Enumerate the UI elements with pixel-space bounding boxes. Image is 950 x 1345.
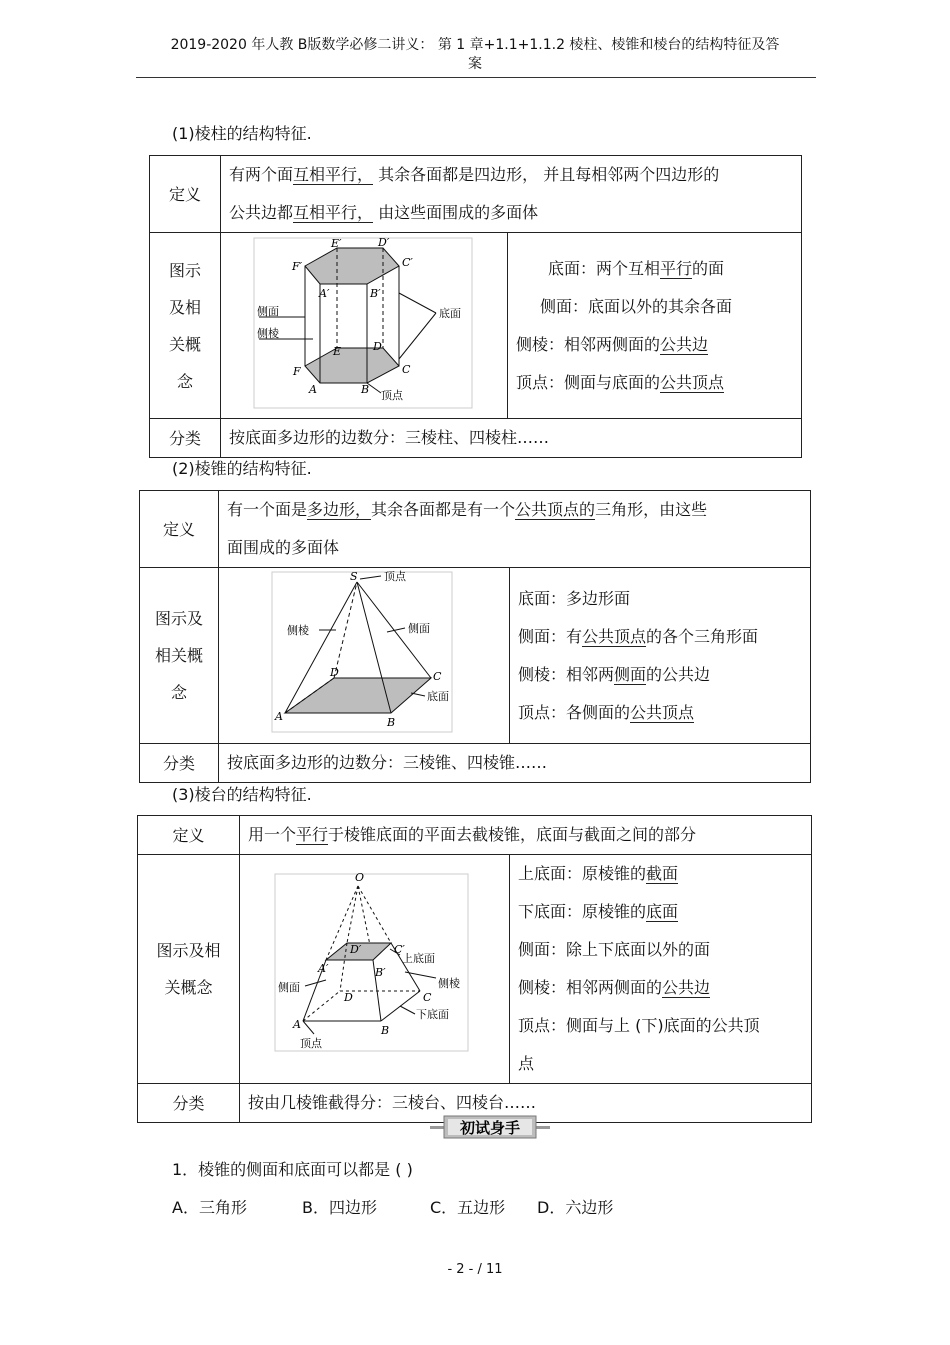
pyramid-label-vertex: 顶点 — [384, 570, 406, 583]
frustum-label-A1: A′ — [318, 961, 329, 975]
prism-label-base: 底面 — [439, 307, 461, 320]
frustum-label-B: B — [381, 1023, 390, 1037]
option-c: C．五边形 — [430, 1198, 506, 1217]
pyramid-definition: 有一个面是多边形，其余各面都是有一个公共顶点的三角形，由这些 面围成的多面体 — [219, 491, 811, 568]
pyramid-table — [139, 490, 811, 783]
frustum-label-A: A — [293, 1017, 301, 1031]
prism-figure-cell — [221, 233, 508, 419]
prism-label-C: C — [402, 363, 411, 376]
prism-label-D1: D′ — [378, 236, 390, 249]
header-line-2: 案 — [468, 56, 482, 72]
prism-label-C1: C′ — [402, 256, 413, 269]
prism-definition: 有两个面互相平行， 其余各面都是四边形， 并且每相邻两个四边形的 公共边都互相平行， 由这些面围成的多面体 — [221, 156, 802, 233]
frustum-label-upper: 上底面 — [402, 951, 435, 965]
pyramid-fig-label: 图示及 相关概 念 — [140, 568, 219, 744]
prism-label-side-face: 侧面 — [257, 305, 279, 318]
pyramid-label-B: B — [387, 716, 396, 729]
header-line-1: 2019-2020 年人教 B版数学必修二讲义： 第 1 章+1.1+1.1.2 棱柱、棱锥和棱台的结构特征及答 — [170, 37, 780, 53]
frustum-figure-cell — [240, 855, 510, 1084]
prism-fig-label: 图示 及相 关概 念 — [150, 233, 221, 419]
frustum-label-B1: B′ — [375, 965, 386, 979]
option-b: B．四边形 — [302, 1198, 377, 1217]
frustum-label-O: O — [355, 870, 365, 884]
page-number: - 2 - / 11 — [447, 1262, 503, 1277]
prism-def-label: 定义 — [150, 156, 221, 233]
frustum-table — [137, 815, 812, 1123]
pyramid-def-label: 定义 — [140, 491, 219, 568]
frustum-label-side-face: 侧面 — [278, 980, 300, 994]
prism-label-F: F — [293, 365, 301, 378]
frustum-label-D: D — [344, 990, 353, 1004]
prism-classification: 按底面多边形的边数分：三棱柱、四棱柱…… — [221, 419, 802, 458]
prism-label-E: E — [333, 345, 342, 358]
prism-label-A1: A′ — [319, 287, 330, 300]
frustum-label-side-edge: 侧棱 — [438, 976, 460, 990]
frustum-def-label: 定义 — [138, 816, 240, 855]
pyramid-heading: (2)棱锥的结构特征. — [172, 459, 312, 478]
pyramid-class-label: 分类 — [140, 744, 219, 783]
frustum-label-lower: 下底面 — [416, 1007, 449, 1021]
frustum-label-D1: D′ — [350, 942, 362, 956]
frustum-label-vertex: 顶点 — [300, 1036, 322, 1050]
frustum-fig-label: 图示及相 关概念 — [138, 855, 240, 1084]
prism-label-D: D — [373, 340, 382, 353]
pyramid-label-side-face: 侧面 — [408, 622, 430, 635]
prism-table — [149, 155, 802, 458]
prism-class-label: 分类 — [150, 419, 221, 458]
option-a: A．三角形 — [172, 1198, 247, 1217]
page-header — [130, 36, 820, 74]
practice-banner-title: 初试身手 — [459, 1119, 521, 1137]
pyramid-classification: 按底面多边形的边数分：三棱锥、四棱锥…… — [219, 744, 811, 783]
frustum-class-label: 分类 — [138, 1084, 240, 1123]
prism-label-side-edge: 侧棱 — [257, 327, 279, 340]
prism-label-vertex: 顶点 — [381, 389, 403, 402]
pyramid-label-A: A — [275, 710, 283, 723]
prism-diagram — [221, 233, 507, 414]
pyramid-label-base: 底面 — [427, 690, 449, 703]
question-1: 1．棱锥的侧面和底面可以都是 ( ) — [172, 1160, 413, 1179]
pyramid-label-D: D — [330, 666, 339, 679]
pyramid-label-C: C — [433, 670, 442, 683]
prism-label-A: A — [309, 383, 317, 396]
frustum-definition: 用一个平行于棱锥底面的平面去截棱锥，底面与截面之间的部分 — [240, 816, 812, 855]
prism-label-B1: B′ — [370, 287, 381, 300]
practice-banner — [430, 1114, 550, 1140]
pyramid-label-S: S — [350, 570, 358, 583]
prism-concepts: 底面：两个互相平行的面 侧面：底面以外的其余各面 侧棱：相邻两侧面的公共边 顶点：侧面与底面的公共顶点 — [508, 233, 802, 419]
header-rule — [136, 77, 816, 78]
pyramid-concepts: 底面：多边形面 侧面：有公共顶点的各个三角形面 侧棱：相邻两侧面的公共边 顶点：各侧面的公共顶点 — [510, 568, 811, 744]
pyramid-figure-cell — [219, 568, 510, 744]
frustum-heading: (3)棱台的结构特征. — [172, 785, 312, 804]
frustum-label-C1: C′ — [394, 942, 405, 956]
option-d: D．六边形 — [537, 1198, 614, 1217]
prism-label-E1: E′ — [331, 237, 342, 250]
frustum-label-C: C — [423, 990, 432, 1004]
prism-label-B: B — [361, 383, 370, 396]
pyramid-label-side-edge: 侧棱 — [287, 624, 309, 637]
prism-label-F1: F′ — [292, 260, 303, 273]
prism-heading: (1)棱柱的结构特征. — [172, 124, 312, 143]
frustum-classification: 按由几棱锥截得分：三棱台、四棱台…… — [240, 1084, 812, 1123]
frustum-concepts: 上底面：原棱锥的截面 下底面：原棱锥的底面 侧面：除上下底面以外的面 侧棱：相邻两侧面的公共边 顶点：侧面与上 (下)底面的公共顶 点 — [510, 855, 812, 1084]
frustum-diagram — [240, 856, 509, 1079]
pyramid-diagram — [219, 568, 509, 739]
